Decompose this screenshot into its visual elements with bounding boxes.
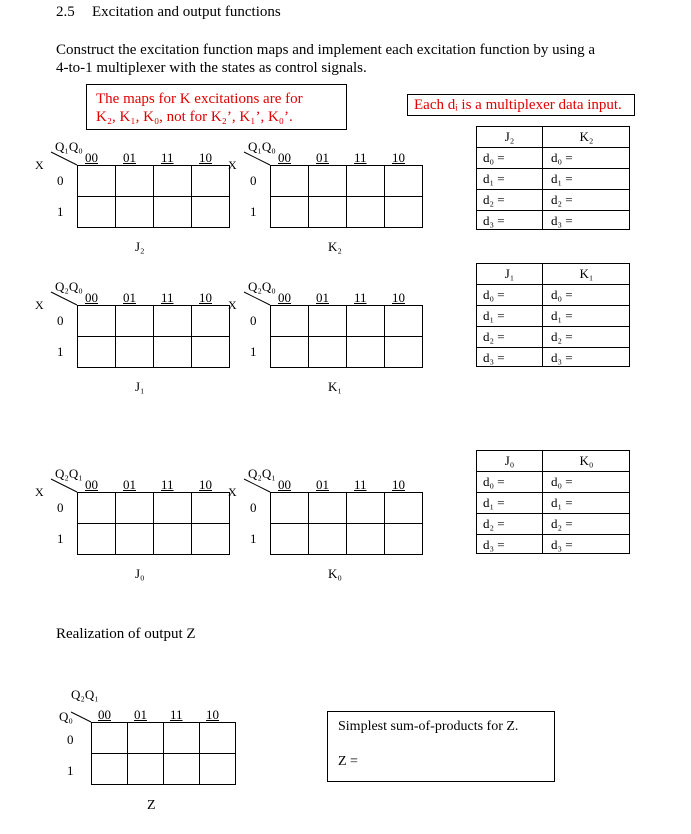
- kmap-row-label: 1: [57, 531, 64, 546]
- z-kmap-cell[interactable]: [127, 753, 164, 785]
- z-kmap-col-label: 01: [134, 707, 147, 722]
- kmap-col-label: 11: [354, 150, 367, 165]
- kmap-col-label: 01: [123, 477, 136, 492]
- z-equation-label: Z =: [338, 754, 358, 769]
- kmap-col-label: 00: [278, 150, 291, 165]
- instruction-line-2: 4-to-1 multiplexer with the states as control signals.: [56, 60, 367, 76]
- kmap-cell[interactable]: [191, 165, 230, 197]
- kmap-row-label: 0: [57, 500, 64, 515]
- kmap-col-label: 10: [199, 150, 212, 165]
- kmap-cell[interactable]: [270, 523, 309, 555]
- kmap-cell[interactable]: [346, 305, 385, 337]
- mux-left-row-label[interactable]: d₀ =: [483, 287, 505, 302]
- z-kmap-col-label: 11: [170, 707, 183, 722]
- kmap-cell[interactable]: [191, 305, 230, 337]
- kmap-row-var: X: [35, 158, 44, 172]
- kmap-cell[interactable]: [153, 523, 192, 555]
- kmap-cell[interactable]: [384, 196, 423, 228]
- mux-left-row-label[interactable]: d₁ =: [483, 171, 505, 186]
- z-kmap-row-label: 0: [67, 732, 74, 747]
- kmap-cell[interactable]: [77, 305, 116, 337]
- kmap-col-label: 10: [392, 150, 405, 165]
- mux-note-box: [407, 94, 635, 116]
- mux-row-divider: [477, 326, 629, 327]
- kmap-row-label: 1: [250, 344, 257, 359]
- kmap-cell[interactable]: [384, 305, 423, 337]
- kmap-note-line-1: The maps for K excitations are for: [96, 91, 303, 107]
- kmap-cell[interactable]: [384, 492, 423, 524]
- mux-left-row-label[interactable]: d₀ =: [483, 474, 505, 489]
- mux-right-row-label[interactable]: d₁ =: [551, 171, 573, 186]
- kmap-row-label: 0: [57, 173, 64, 188]
- mux-right-row-label[interactable]: d₃ =: [551, 537, 573, 552]
- z-kmap-cell[interactable]: [91, 753, 128, 785]
- instruction-line-1: Construct the excitation function maps and implement each excitation function by using a: [56, 42, 596, 58]
- kmap-row-var: X: [228, 158, 237, 172]
- mux-right-row-label[interactable]: d₁ =: [551, 308, 573, 323]
- kmap-diagonal: [51, 292, 77, 305]
- kmap-title: J₁: [135, 379, 145, 394]
- kmap-cell[interactable]: [308, 336, 347, 368]
- mux-header-left: J₀: [504, 453, 515, 468]
- kmap-row-label: 0: [57, 313, 64, 328]
- mux-table-2: [476, 450, 630, 554]
- kmap-cell[interactable]: [191, 196, 230, 228]
- z-kmap-col-vars: Q₂Q₁: [71, 687, 99, 702]
- kmap-row-var: X: [228, 298, 237, 312]
- mux-left-row-label[interactable]: d₀ =: [483, 150, 505, 165]
- mux-right-row-label[interactable]: d₀ =: [551, 150, 573, 165]
- kmap-col-label: 00: [278, 477, 291, 492]
- kmap-cell[interactable]: [346, 196, 385, 228]
- mux-row-divider: [477, 492, 629, 493]
- mux-right-row-label[interactable]: d₃ =: [551, 350, 573, 365]
- z-kmap-cell[interactable]: [199, 753, 236, 785]
- kmap-cell[interactable]: [270, 165, 309, 197]
- kmap-vars-label: Q₂Q₁: [55, 466, 83, 481]
- mux-right-row-label[interactable]: d₂ =: [551, 329, 573, 344]
- mux-row-divider: [477, 347, 629, 348]
- z-kmap-col-label: 00: [98, 707, 111, 722]
- kmap-cell[interactable]: [346, 165, 385, 197]
- kmap-title: K₁: [328, 379, 342, 394]
- kmap-cell[interactable]: [308, 305, 347, 337]
- mux-header-divider: [477, 147, 629, 148]
- kmap-note-line-2: K₂, K₁, K₀, not for K₂’, K₁’, K₀’.: [96, 109, 293, 125]
- z-kmap-cell[interactable]: [163, 753, 200, 785]
- kmap-row-label: 0: [250, 173, 257, 188]
- mux-left-row-label[interactable]: d₃ =: [483, 350, 505, 365]
- kmap-cell[interactable]: [77, 492, 116, 524]
- kmap-cell[interactable]: [115, 492, 154, 524]
- kmap-cell[interactable]: [384, 336, 423, 368]
- mux-note-text: Each dᵢ is a multiplexer data input.: [414, 97, 622, 113]
- mux-left-row-label[interactable]: d₂ =: [483, 516, 505, 531]
- mux-row-divider: [477, 189, 629, 190]
- mux-header-right: K₂: [579, 129, 594, 144]
- kmap-cell[interactable]: [346, 523, 385, 555]
- kmap-cell[interactable]: [153, 165, 192, 197]
- kmap-cell[interactable]: [191, 523, 230, 555]
- mux-right-row-label[interactable]: d₂ =: [551, 192, 573, 207]
- mux-right-row-label[interactable]: d₀ =: [551, 287, 573, 302]
- mux-column-divider: [542, 127, 543, 229]
- mux-row-divider: [477, 513, 629, 514]
- z-kmap-col-label: 10: [206, 707, 219, 722]
- kmap-note-box: [86, 84, 347, 130]
- section-title: Excitation and output functions: [92, 4, 281, 20]
- kmap-cell[interactable]: [115, 165, 154, 197]
- kmap-col-label: 01: [123, 290, 136, 305]
- mux-left-row-label[interactable]: d₁ =: [483, 495, 505, 510]
- kmap-col-label: 01: [316, 150, 329, 165]
- mux-row-divider: [477, 534, 629, 535]
- mux-right-row-label[interactable]: d₃ =: [551, 213, 573, 228]
- z-kmap-cell[interactable]: [91, 722, 128, 754]
- output-heading: Realization of output Z: [56, 626, 196, 642]
- mux-left-row-label[interactable]: d₁ =: [483, 308, 505, 323]
- kmap-cell[interactable]: [77, 523, 116, 555]
- mux-left-row-label[interactable]: d₃ =: [483, 213, 505, 228]
- kmap-cell[interactable]: [191, 492, 230, 524]
- kmap-cell[interactable]: [270, 305, 309, 337]
- mux-row-divider: [477, 168, 629, 169]
- kmap-row-var: X: [35, 298, 44, 312]
- kmap-cell[interactable]: [270, 492, 309, 524]
- kmap-diagonal: [244, 152, 270, 165]
- kmap-title: K₀: [328, 566, 342, 581]
- kmap-cell[interactable]: [191, 336, 230, 368]
- kmap-col-label: 11: [354, 290, 367, 305]
- kmap-col-label: 10: [199, 477, 212, 492]
- kmap-cell[interactable]: [115, 523, 154, 555]
- kmap-cell[interactable]: [115, 305, 154, 337]
- kmap-row-var: X: [35, 485, 44, 499]
- kmap-col-label: 01: [123, 150, 136, 165]
- kmap-row-label: 1: [57, 344, 64, 359]
- mux-header-divider: [477, 284, 629, 285]
- kmap-row-label: 1: [250, 204, 257, 219]
- kmap-col-label: 00: [278, 290, 291, 305]
- mux-header-right: K₁: [579, 266, 594, 281]
- kmap-col-label: 10: [392, 290, 405, 305]
- kmap-vars-label: Q₂Q₀: [55, 279, 83, 294]
- mux-left-row-label[interactable]: d₂ =: [483, 329, 505, 344]
- kmap-title: J₂: [135, 239, 145, 254]
- kmap-row-label: 0: [250, 500, 257, 515]
- kmap-col-label: 01: [316, 477, 329, 492]
- kmap-cell[interactable]: [153, 305, 192, 337]
- mux-column-divider: [542, 264, 543, 366]
- kmap-vars-label: Q₂Q₀: [248, 279, 276, 294]
- mux-right-row-label[interactable]: d₁ =: [551, 495, 573, 510]
- kmap-cell[interactable]: [346, 492, 385, 524]
- z-kmap-row-var: Q₀: [59, 709, 73, 724]
- kmap-col-label: 01: [316, 290, 329, 305]
- kmap-cell[interactable]: [153, 336, 192, 368]
- z-kmap-diagonal: [71, 712, 91, 722]
- kmap-row-label: 0: [250, 313, 257, 328]
- z-kmap-cell[interactable]: [163, 722, 200, 754]
- kmap-col-label: 11: [161, 150, 174, 165]
- kmap-cell[interactable]: [153, 492, 192, 524]
- mux-table-0: [476, 126, 630, 230]
- kmap-cell[interactable]: [308, 196, 347, 228]
- kmap-cell[interactable]: [115, 336, 154, 368]
- kmap-cell[interactable]: [308, 523, 347, 555]
- mux-left-row-label[interactable]: d₂ =: [483, 192, 505, 207]
- kmap-title: K₂: [328, 239, 342, 254]
- kmap-cell[interactable]: [384, 523, 423, 555]
- z-kmap-row-label: 1: [67, 763, 74, 778]
- mux-header-left: J₁: [504, 266, 515, 281]
- kmap-col-label: 11: [354, 477, 367, 492]
- kmap-row-label: 1: [57, 204, 64, 219]
- mux-header-right: K₀: [579, 453, 594, 468]
- kmap-title: J₀: [135, 566, 145, 581]
- mux-column-divider: [542, 451, 543, 553]
- z-kmap-title: Z: [147, 798, 156, 813]
- kmap-diagonal: [51, 152, 77, 165]
- kmap-cell[interactable]: [346, 336, 385, 368]
- mux-row-divider: [477, 210, 629, 211]
- kmap-vars-label: Q₁Q₀: [248, 139, 276, 154]
- kmap-col-label: 10: [199, 290, 212, 305]
- kmap-cell[interactable]: [77, 336, 116, 368]
- kmap-cell[interactable]: [270, 336, 309, 368]
- mux-row-divider: [477, 305, 629, 306]
- kmap-row-label: 1: [250, 531, 257, 546]
- sop-label: Simplest sum-of-products for Z.: [338, 719, 519, 734]
- kmap-cell[interactable]: [384, 165, 423, 197]
- kmap-col-label: 11: [161, 477, 174, 492]
- kmap-cell[interactable]: [308, 165, 347, 197]
- mux-right-row-label[interactable]: d₂ =: [551, 516, 573, 531]
- kmap-cell[interactable]: [77, 196, 116, 228]
- mux-header-divider: [477, 471, 629, 472]
- z-kmap-cell[interactable]: [127, 722, 164, 754]
- kmap-row-var: X: [228, 485, 237, 499]
- kmap-col-label: 10: [392, 477, 405, 492]
- mux-right-row-label[interactable]: d₀ =: [551, 474, 573, 489]
- kmap-vars-label: Q₁Q₀: [55, 139, 83, 154]
- kmap-cell[interactable]: [308, 492, 347, 524]
- kmap-cell[interactable]: [270, 196, 309, 228]
- kmap-cell[interactable]: [115, 196, 154, 228]
- kmap-cell[interactable]: [77, 165, 116, 197]
- sop-box: [327, 711, 555, 782]
- kmap-col-label: 00: [85, 150, 98, 165]
- kmap-col-label: 00: [85, 290, 98, 305]
- mux-table-1: [476, 263, 630, 367]
- section-number: 2.5: [56, 4, 75, 20]
- kmap-col-label: 00: [85, 477, 98, 492]
- kmap-diagonal: [51, 479, 77, 492]
- mux-left-row-label[interactable]: d₃ =: [483, 537, 505, 552]
- z-kmap-cell[interactable]: [199, 722, 236, 754]
- kmap-diagonal: [244, 292, 270, 305]
- kmap-cell[interactable]: [153, 196, 192, 228]
- kmap-diagonal: [244, 479, 270, 492]
- kmap-vars-label: Q₂Q₁: [248, 466, 276, 481]
- kmap-col-label: 11: [161, 290, 174, 305]
- mux-header-left: J₂: [504, 129, 515, 144]
